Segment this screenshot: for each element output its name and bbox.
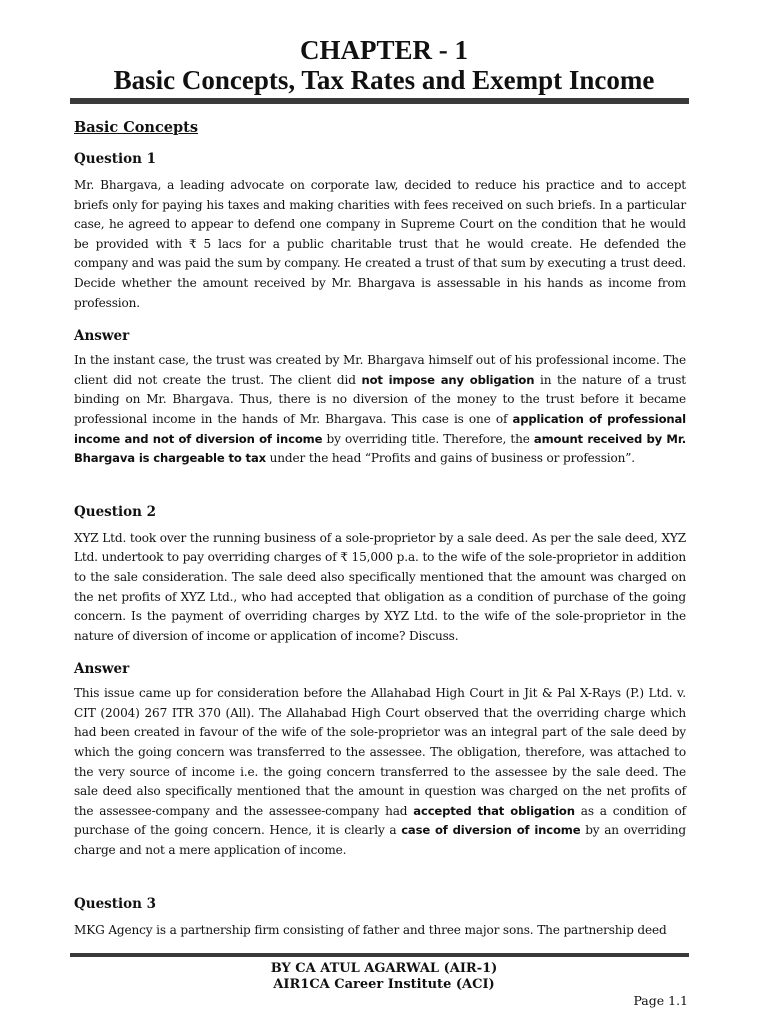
answer-2-emphasis: accepted that obligation xyxy=(413,803,575,818)
answer-1-part: by overriding title. Therefore, the xyxy=(322,431,534,446)
question-3-heading: Question 3 xyxy=(74,895,157,912)
answer-1-part: In the instant case, the trust was created by Mr. Bhargava himself out of his professional income. The client did not create the trust. The client did xyxy=(74,353,686,387)
answer-1-emphasis: amount received by Mr. Bhargava is chargeable to tax xyxy=(74,431,686,466)
answer-1-heading: Answer xyxy=(74,328,130,345)
question-1-text: Mr. Bhargava, a leading advocate on corporate law, decided to reduce his practice and to accept briefs only for paying his taxes and making charities with fees received on such briefs. In a particular case, he agreed to appear to defend one company in Supreme Court on the condition that he would be provided with ₹ 5 lacs for a public charitable trust that he would create. He defended the company and was paid the sum by company. He created a trust of that sum by executing a trust deed. Decide whether the amount received by Mr. Bhargava is assessable in his hands as income from profession. xyxy=(74,178,686,310)
answer-2-part: by an overriding charge and not a mere application of income. xyxy=(74,823,687,858)
page-number: Page 1.1 xyxy=(633,993,688,1008)
question-2-heading: Question 2 xyxy=(74,503,157,520)
section-heading: Basic Concepts xyxy=(74,119,199,136)
chapter-title: Basic Concepts, Tax Rates and Exempt Income xyxy=(113,65,655,95)
question-1-heading: Question 1 xyxy=(74,151,157,167)
answer-2-part: as a condition of purchase of the going concern. Hence, it is clearly a xyxy=(74,803,687,838)
answer-2-emphasis: case of diversion of income xyxy=(401,823,581,838)
answer-2-text xyxy=(74,684,686,860)
footer-rule xyxy=(70,953,689,957)
answer-2-part: This issue came up for consideration before the Allahabad High Court in Jit & Pal X-Rays (P.) Ltd. v. CIT (2004) 267 ITR 370 (All). The Allahabad High Court observed that the overriding charge which had been created in favour of the wife of the sole-proprietor was an integral part of the sale deed by which the going concern was transferred to the assessee. The obligation, therefore, was attached to the very source of income i.e. the going concern transferred to the assessee by the sale deed. The sale deed also specifically mentioned that the amount in question was charged on the net profits of the assessee-company and the assessee-company had xyxy=(74,686,686,818)
answer-1-emphasis: not impose any obligation xyxy=(361,372,535,387)
answer-1-emphasis: application of professional income and not of diversion of income xyxy=(74,411,687,446)
answer-1-text xyxy=(74,351,686,469)
footer-author: BY CA ATUL AGARWAL (AIR-1) xyxy=(270,961,498,976)
question-3-text: MKG Agency is a partnership firm consisting of father and three major sons. The partnership deed xyxy=(74,922,667,937)
answer-2-heading: Answer xyxy=(74,661,130,678)
answer-1-part: under the head “Profits and gains of business or profession”. xyxy=(265,451,636,466)
footer-institute: AIR1CA Career Institute (ACI) xyxy=(273,977,495,992)
chapter-number: CHAPTER - 1 xyxy=(300,35,468,65)
page-content xyxy=(74,118,686,940)
question-2-text: XYZ Ltd. took over the running business of a sole-proprietor by a sale deed. As per the sale deed, XYZ Ltd. undertook to pay overriding charges of ₹ 15,000 p.a. to the wife of the sole-proprietor in addition to the sale consideration. The sale deed also specifically mentioned that the amount was charged on the net profits of XYZ Ltd., who had accepted that obligation as a condition of purchase of the going concern. Is the payment of overriding charges by XYZ Ltd. to the wife of the sole-proprietor in the nature of diversion of income or application of income? Discuss. xyxy=(74,530,686,643)
header-rule xyxy=(70,98,689,104)
answer-1-part: in the nature of a trust binding on Mr. Bhargava. Thus, there is no diversion of the money to the trust before it became professional income in the hands of Mr. Bhargava. This case is one of xyxy=(74,372,686,426)
